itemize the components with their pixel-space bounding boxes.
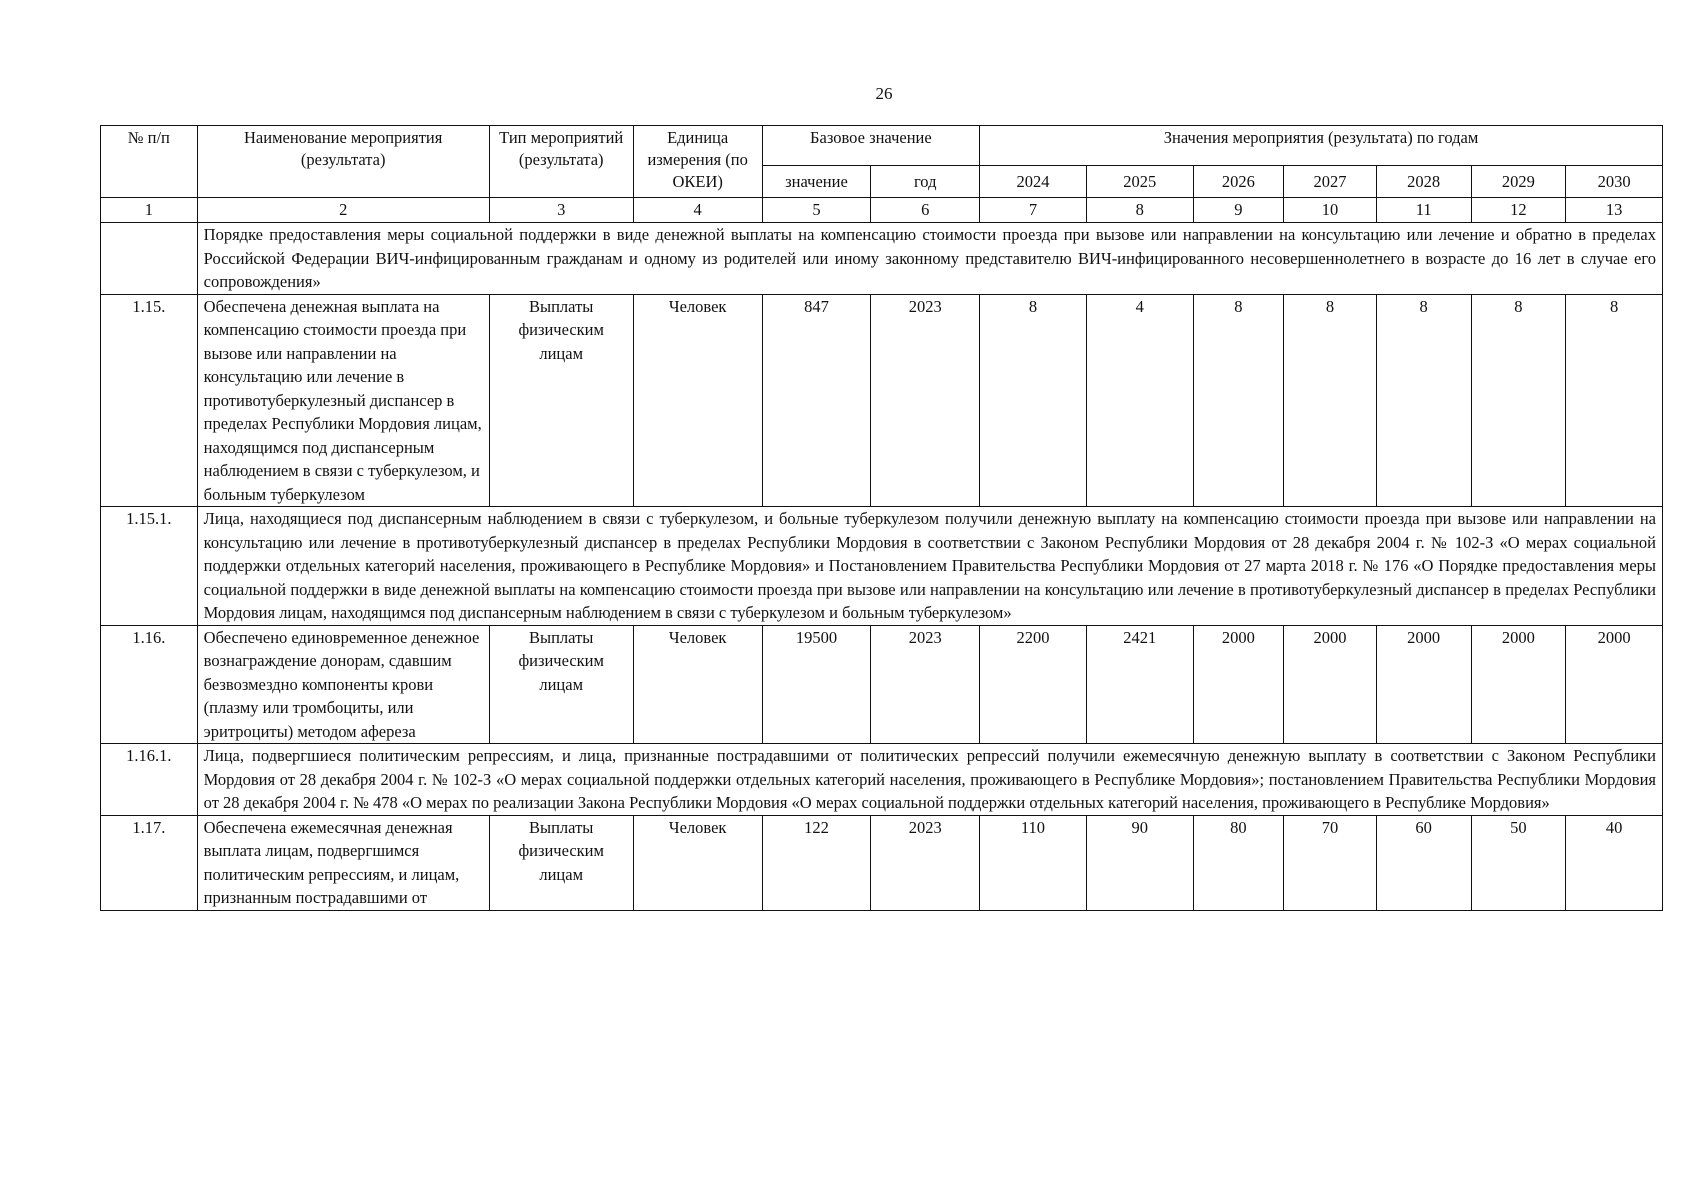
measures-table bbox=[100, 125, 1663, 911]
column-number: 9 bbox=[1193, 198, 1284, 223]
column-number: 1 bbox=[101, 198, 198, 223]
column-number: 7 bbox=[980, 198, 1087, 223]
row-num: 1.15.1. bbox=[101, 507, 198, 626]
page-number: 26 bbox=[875, 84, 893, 103]
row-value: 8 bbox=[980, 294, 1087, 507]
header-year: 2024 bbox=[980, 166, 1087, 198]
row-value: 8 bbox=[1471, 294, 1566, 507]
table-row bbox=[101, 625, 1663, 744]
row-value: 8 bbox=[1566, 294, 1663, 507]
row-value: 90 bbox=[1086, 815, 1193, 910]
column-number: 6 bbox=[871, 198, 980, 223]
continuation-num-cell bbox=[101, 223, 198, 295]
column-number: 4 bbox=[633, 198, 762, 223]
row-description: Лица, подвергшиеся политическим репрессиям, и лица, признанные пострадавшими от политических репрессий получили ежемесячную денежную выплату в соответствии с Законом Республики Мордовия от 28 декабря 2004 г. № 102-З «О мерах социальной поддержки отдельных категорий населения, проживающего в Республике Мордовия»; постановлением Правительства Республики Мордовия от 28 декабря 2004 г. № 478 «О мерах по реализации Закона Республики Мордовия «О мерах социальной поддержки отдельных категорий населения, проживающего в Республике Мордовия» bbox=[197, 744, 1662, 816]
row-num: 1.17. bbox=[101, 815, 198, 910]
row-num: 1.16.1. bbox=[101, 744, 198, 816]
table-row bbox=[101, 294, 1663, 507]
row-value: 2200 bbox=[980, 625, 1087, 744]
row-type: Выплаты физическим лицам bbox=[489, 815, 633, 910]
row-value: 8 bbox=[1193, 294, 1284, 507]
header-type: Тип мероприятий (результата) bbox=[489, 126, 633, 198]
row-value: 2000 bbox=[1566, 625, 1663, 744]
column-number: 2 bbox=[197, 198, 489, 223]
column-number: 13 bbox=[1566, 198, 1663, 223]
row-base-value: 122 bbox=[762, 815, 871, 910]
header-base: Базовое значение bbox=[762, 126, 980, 166]
header-row-1 bbox=[101, 126, 1663, 166]
row-unit: Человек bbox=[633, 815, 762, 910]
header-unit: Единица измерения (по ОКЕИ) bbox=[633, 126, 762, 198]
row-value: 2421 bbox=[1086, 625, 1193, 744]
row-type: Выплаты физическим лицам bbox=[489, 625, 633, 744]
row-value: 8 bbox=[1376, 294, 1471, 507]
column-number: 5 bbox=[762, 198, 871, 223]
row-unit: Человек bbox=[633, 294, 762, 507]
row-base-year: 2023 bbox=[871, 294, 980, 507]
row-value: 2000 bbox=[1193, 625, 1284, 744]
header-year: 2028 bbox=[1376, 166, 1471, 198]
column-number: 8 bbox=[1086, 198, 1193, 223]
row-num: 1.15. bbox=[101, 294, 198, 507]
row-base-year: 2023 bbox=[871, 625, 980, 744]
row-unit: Человек bbox=[633, 625, 762, 744]
continuation-text: Порядке предоставления меры социальной поддержки в виде денежной выплаты на компенсацию стоимости проезда при вызове или направлении на консультацию или лечение и обратно в пределах Российской Федерации ВИЧ-инфицированным гражданам и одному из родителей или иному законному представителю ВИЧ-инфицированного несовершеннолетнего в возрасте до 16 лет в случае его сопровождения» bbox=[197, 223, 1662, 295]
header-base-value: значение bbox=[762, 166, 871, 198]
row-name: Обеспечена ежемесячная денежная выплата лицам, подвергшимся политическим репрессиям, и лицам, признанным пострадавшими от bbox=[197, 815, 489, 910]
header-base-year: год bbox=[871, 166, 980, 198]
header-year: 2026 bbox=[1193, 166, 1284, 198]
row-value: 70 bbox=[1284, 815, 1377, 910]
row-name: Обеспечена денежная выплата на компенсацию стоимости проезда при вызове или направлении на консультацию или лечение в противотуберкулезный диспансер в пределах Республики Мордовия лицам, находящимся под диспансерным наблюдением в связи с туберкулезом, и больным туберкулезом bbox=[197, 294, 489, 507]
column-number-row bbox=[101, 198, 1663, 223]
row-value: 80 bbox=[1193, 815, 1284, 910]
row-base-year: 2023 bbox=[871, 815, 980, 910]
row-value: 8 bbox=[1284, 294, 1377, 507]
continuation-row bbox=[101, 223, 1663, 295]
row-value: 2000 bbox=[1471, 625, 1566, 744]
header-year: 2025 bbox=[1086, 166, 1193, 198]
row-type: Выплаты физическим лицам bbox=[489, 294, 633, 507]
column-number: 12 bbox=[1471, 198, 1566, 223]
column-number: 10 bbox=[1284, 198, 1377, 223]
row-name: Обеспечено единовременное денежное вознаграждение донорам, сдавшим безвозмездно компоненты крови (плазму или тромбоциты, или эритроциты) методом афереза bbox=[197, 625, 489, 744]
row-value: 4 bbox=[1086, 294, 1193, 507]
table-row bbox=[101, 744, 1663, 816]
table-row bbox=[101, 815, 1663, 910]
row-value: 40 bbox=[1566, 815, 1663, 910]
header-year: 2030 bbox=[1566, 166, 1663, 198]
header-year: 2027 bbox=[1284, 166, 1377, 198]
row-base-value: 847 bbox=[762, 294, 871, 507]
header-num: № п/п bbox=[101, 126, 198, 198]
table-row bbox=[101, 507, 1663, 626]
header-year: 2029 bbox=[1471, 166, 1566, 198]
row-num: 1.16. bbox=[101, 625, 198, 744]
row-value: 110 bbox=[980, 815, 1087, 910]
row-base-value: 19500 bbox=[762, 625, 871, 744]
row-value: 50 bbox=[1471, 815, 1566, 910]
row-value: 2000 bbox=[1284, 625, 1377, 744]
row-description: Лица, находящиеся под диспансерным наблюдением в связи с туберкулезом, и больные туберкулезом получили денежную выплату на компенсацию стоимости проезда при вызове или направлении на консультацию или лечение в противотуберкулезный диспансер в пределах Республики Мордовия в соответствии с Законом Республики Мордовия от 28 декабря 2004 г. № 102-З «О мерах социальной поддержки отдельных категорий населения, проживающего в Республике Мордовия» и Постановлением Правительства Республики Мордовия от 27 марта 2018 г. № 176 «О Порядке предоставления меры социальной поддержки в виде денежной выплаты на компенсацию стоимости проезда при вызове или направлении на консультацию или лечение в противотуберкулезный диспансер в пределах Республики Мордовия лицам, находящимся под диспансерным наблюдением в связи с туберкулезом и больным туберкулезом» bbox=[197, 507, 1662, 626]
header-name: Наименование мероприятия (результата) bbox=[197, 126, 489, 198]
column-number: 11 bbox=[1376, 198, 1471, 223]
row-value: 60 bbox=[1376, 815, 1471, 910]
column-number: 3 bbox=[489, 198, 633, 223]
row-value: 2000 bbox=[1376, 625, 1471, 744]
header-years: Значения мероприятия (результата) по годам bbox=[980, 126, 1663, 166]
